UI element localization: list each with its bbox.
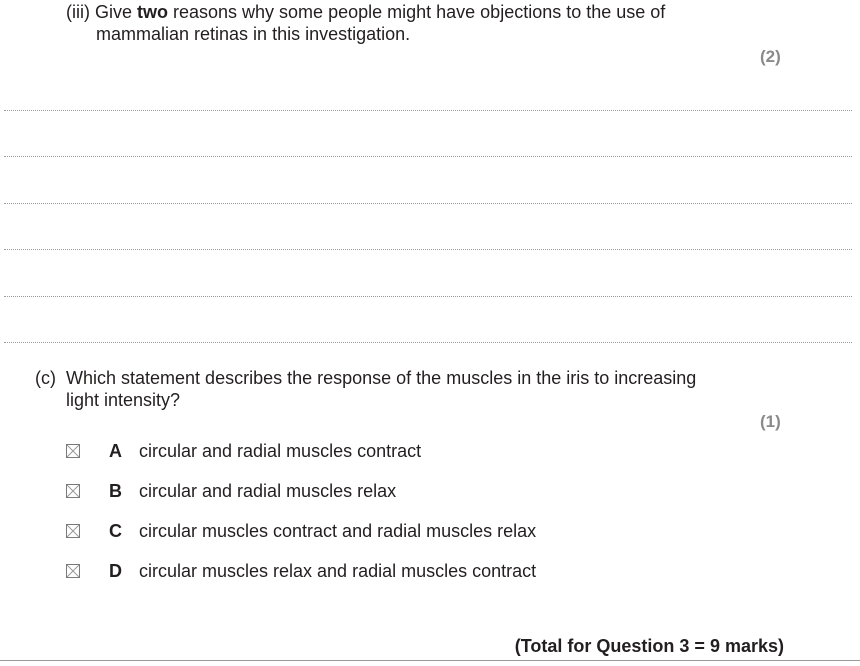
question-iii-line2: mammalian retinas in this investigation.: [96, 24, 411, 44]
question-iii-line1-bold: two: [137, 2, 168, 22]
question-iii-text: [66, 1, 665, 23]
cross-icon: [67, 445, 79, 457]
question-c-label: (c): [35, 368, 56, 388]
option-b-text: circular and radial muscles relax: [139, 480, 397, 501]
option-b[interactable]: [66, 480, 396, 502]
option-a-checkbox[interactable]: [66, 444, 80, 458]
cross-icon: [67, 565, 79, 577]
option-d-checkbox[interactable]: [66, 564, 80, 578]
option-a[interactable]: [66, 440, 421, 462]
option-d-text: circular muscles relax and radial muscles contract: [139, 560, 537, 581]
question-iii-marks: (2): [760, 47, 781, 66]
question-c-line2: light intensity?: [66, 390, 181, 410]
question-c-line1: Which statement describes the response of the muscles in the iris to increasing: [66, 368, 697, 388]
question-total: (Total for Question 3 = 9 marks): [514, 636, 784, 656]
cross-icon: [67, 485, 79, 497]
answer-line-1[interactable]: [4, 110, 852, 111]
answer-line-4[interactable]: [4, 249, 852, 250]
answer-line-5[interactable]: [4, 296, 852, 297]
option-a-text: circular and radial muscles contract: [139, 440, 422, 461]
option-b-letter: B: [109, 480, 122, 501]
option-c-text: circular muscles contract and radial muscles relax: [139, 520, 537, 541]
option-b-checkbox[interactable]: [66, 484, 80, 498]
answer-line-3[interactable]: [4, 203, 852, 204]
option-c[interactable]: [66, 520, 536, 542]
question-iii-line1-post: reasons why some people might have objections to the use of: [168, 2, 666, 22]
cross-icon: [67, 525, 79, 537]
question-iii-line1-pre: (iii) Give: [66, 2, 137, 22]
answer-line-6[interactable]: [4, 342, 852, 343]
bottom-divider: [0, 660, 860, 661]
option-c-checkbox[interactable]: [66, 524, 80, 538]
option-d-letter: D: [109, 560, 122, 581]
question-c-marks: (1): [760, 412, 781, 431]
option-d[interactable]: [66, 560, 536, 582]
option-c-letter: C: [109, 520, 122, 541]
option-a-letter: A: [109, 440, 122, 461]
answer-line-2[interactable]: [4, 156, 852, 157]
